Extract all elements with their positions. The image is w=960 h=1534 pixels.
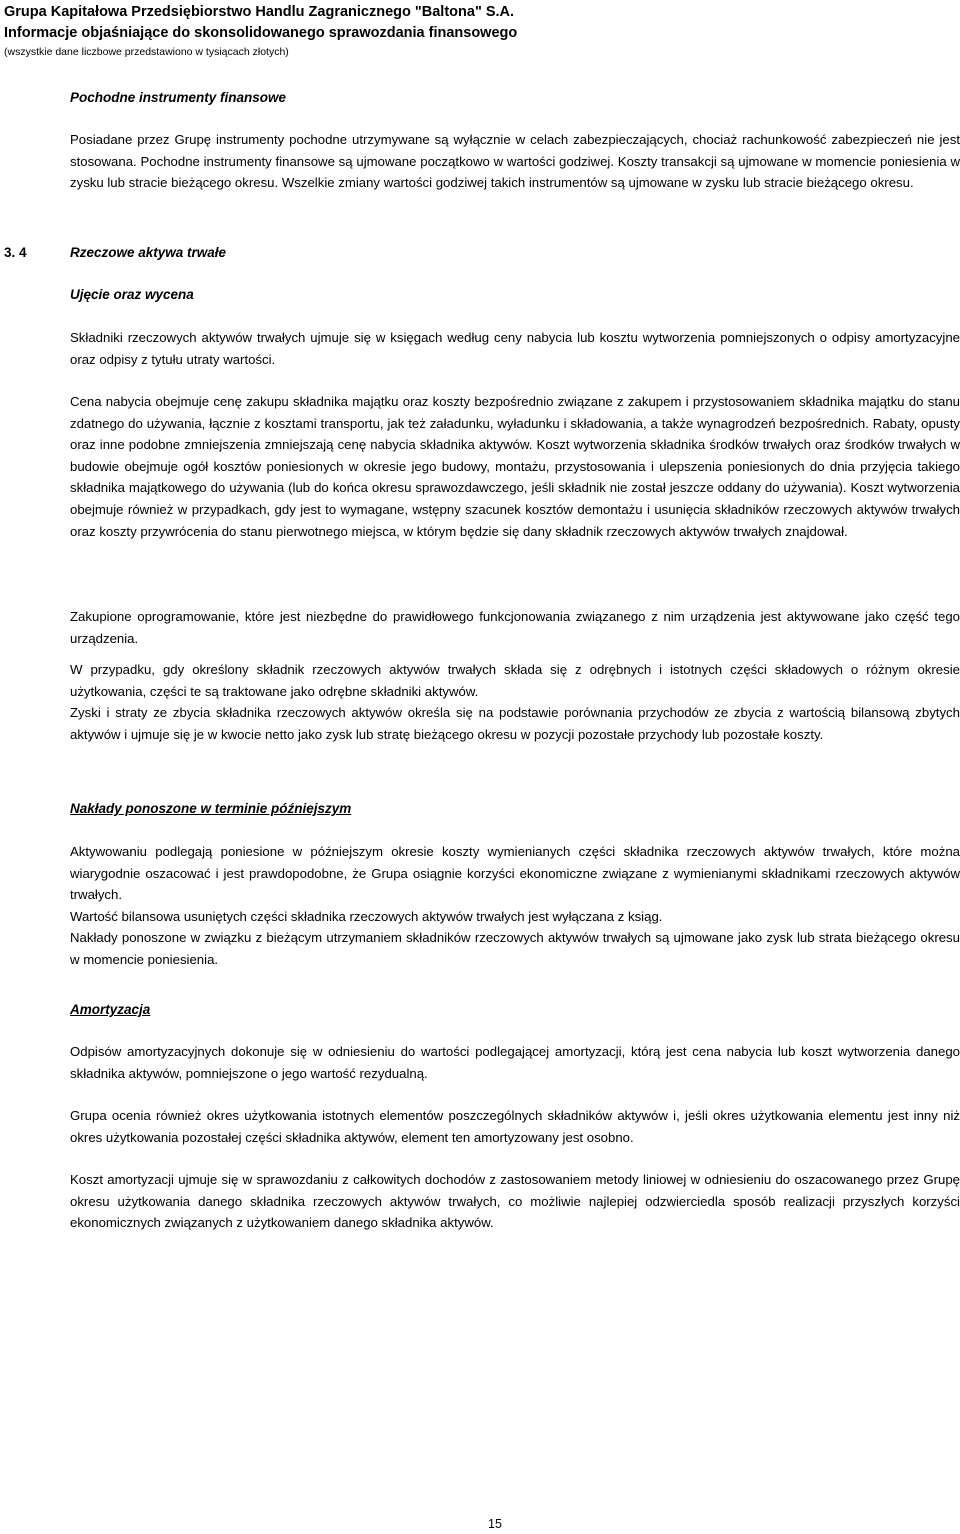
depreciation-body-2 (70, 1105, 960, 1148)
recognition-paragraph-5: Zyski i straty ze zbycia składnika rzeczowych aktywów określa się na podstawie porównania przychodów ze zbycia z wartością bilansową zbytych aktywów i ujmuje się je w kwocie netto jako zysk lub stratę bieżącego okresu w pozycji pozostałe przychody lub pozostałe koszty. (70, 705, 960, 742)
depreciation-body-1 (70, 1041, 960, 1084)
recognition-section (70, 285, 960, 305)
page-header (4, 2, 517, 60)
recognition-paragraph-1: Składniki rzeczowych aktywów trwałych ujmuje się w księgach według ceny nabycia lub kosztu wytworzenia pomniejszonych o odpisy amortyzacyjne oraz odpisy z tytułu utraty wartości. (70, 330, 960, 367)
recognition-paragraph-2: Cena nabycia obejmuje cenę zakupu składnika majątku oraz koszty bezpośrednio związane z zakupem i przystosowaniem składnika majątku do stanu zdatnego do używania, łącznie z kosztami transportu, jak też załadunku, wyładunku i składowania, a także wynagrodzeń bezpośrednich. Rabaty, opusty oraz inne podobne zmniejszenia zmniejszają cenę nabycia składnika aktywów. Koszt wytworzenia składnika środków trwałych oraz środków trwałych w budowie obejmuje ogół kosztów poniesionych w okresie jego budowy, montażu, przystosowania i ulepszenia poniesionych do dnia przyjęcia takiego składnika majątkowego do używania (lub do końca okresu sprawozdawczego, jeśli składnik nie został jeszcze oddany do używania). Koszt wytworzenia obejmuje również w przypadkach, gdy jest to wymagane, wstępny szacunek kosztów demontażu i usunięcia składników rzeczowych aktywów trwałych oraz koszty przywrócenia do stanu pierwotnego miejsca, w którym będzie się dany składnik rzeczowych aktywów trwałych znajdował. (70, 394, 960, 539)
recognition-body-1 (70, 327, 960, 370)
subsequent-paragraph-1: Aktywowaniu podlegają poniesione w późniejszym okresie koszty wymienianych części składnika rzeczowych aktywów trwałych, które można wiarygodnie oszacować i jest prawdopodobne, że Grupa osiągnie korzyści ekonomiczne związane z wymienianymi składnikami rzeczowych aktywów trwałych. (70, 844, 960, 903)
subsequent-body (70, 841, 960, 971)
recognition-body-3 (70, 606, 960, 649)
recognition-body-2 (70, 391, 960, 542)
recognition-paragraph-4: W przypadku, gdy określony składnik rzeczowych aktywów trwałych składa się z odrębnych i istotnych części składowych o różnym okresie użytkowania, części te są traktowane jako odrębne składniki aktywów. (70, 662, 960, 699)
report-title: Informacje objaśniające do skonsolidowanego sprawozdania finansowego (4, 25, 518, 41)
derivatives-paragraph: Posiadane przez Grupę instrumenty pochodne utrzymywane są wyłącznie w celach zabezpieczających, chociaż rachunkowość zabezpieczeń nie jest stosowana. Pochodne instrumenty finansowe są ujmowane początkowo w wartości godziwej. Koszty transakcji są ujmowane w momencie poniesienia w zysku lub stracie bieżącego okresu. Wszelkie zmiany wartości godziwej takich instrumentów są ujmowane w zysku lub stracie bieżącego okresu. (70, 132, 960, 191)
section-number: 3. 4 (4, 245, 27, 260)
depreciation-paragraph-1: Odpisów amortyzacyjnych dokonuje się w odniesieniu do wartości podlegającej amortyzacji, którą jest cena nabycia lub koszt wytworzenia danego składnika aktywów, pomniejszone o jego wartość rezydualną. (70, 1044, 960, 1081)
derivatives-body (70, 129, 960, 194)
derivatives-section (70, 88, 960, 108)
section-heading (70, 243, 960, 263)
company-name: Grupa Kapitałowa Przedsiębiorstwo Handlu Zagranicznego "Baltona" S.A. (4, 4, 515, 20)
recognition-body-4 (70, 659, 960, 745)
subsequent-paragraph-2: Wartość bilansowa usuniętych części składnika rzeczowych aktywów trwałych jest wyłączana z ksiąg. (70, 908, 663, 924)
depreciation-paragraph-3: Koszt amortyzacji ujmuje się w sprawozdaniu z całkowitych dochodów z zastosowaniem metody liniowej w odniesieniu do oszacowanego przez Grupę okresu użytkowania danego składnika rzeczowych aktywów trwałych, co możliwie najlepiej odzwierciedla sposób realizacji przyszłych korzyści ekonomicznych związanych z użytkowaniem danego składnika aktywów. (70, 1172, 960, 1231)
depreciation-title: Amortyzacja (70, 1002, 151, 1017)
units-note: (wszystkie dane liczbowe przedstawiono w tysiącach złotych) (4, 46, 289, 58)
depreciation-section (70, 1000, 960, 1020)
subsequent-title: Nakłady ponoszone w terminie późniejszym (70, 801, 352, 816)
subsequent-paragraph-3: Nakłady ponoszone w związku z bieżącym utrzymaniem składników rzeczowych aktywów trwałych są ujmowane jako zysk lub strata bieżącego okresu w momencie poniesienia. (70, 930, 960, 967)
page-number: 15 (488, 1517, 502, 1531)
section-title: Rzeczowe aktywa trwałe (70, 245, 227, 260)
recognition-paragraph-3: Zakupione oprogramowanie, które jest niezbędne do prawidłowego funkcjonowania związanego z nim urządzenia jest aktywowane jako część tego urządzenia. (70, 609, 960, 646)
depreciation-body-3 (70, 1169, 960, 1234)
subsequent-section (70, 799, 960, 819)
depreciation-paragraph-2: Grupa ocenia również okres użytkowania istotnych elementów poszczególnych składników aktywów i, jeśli okres użytkowania elementu jest inny niż okres użytkowania pozostałej części składnika aktywów, element ten amortyzowany jest osobno. (70, 1108, 960, 1145)
derivatives-title: Pochodne instrumenty finansowe (70, 90, 287, 105)
recognition-title: Ujęcie oraz wycena (70, 287, 194, 302)
